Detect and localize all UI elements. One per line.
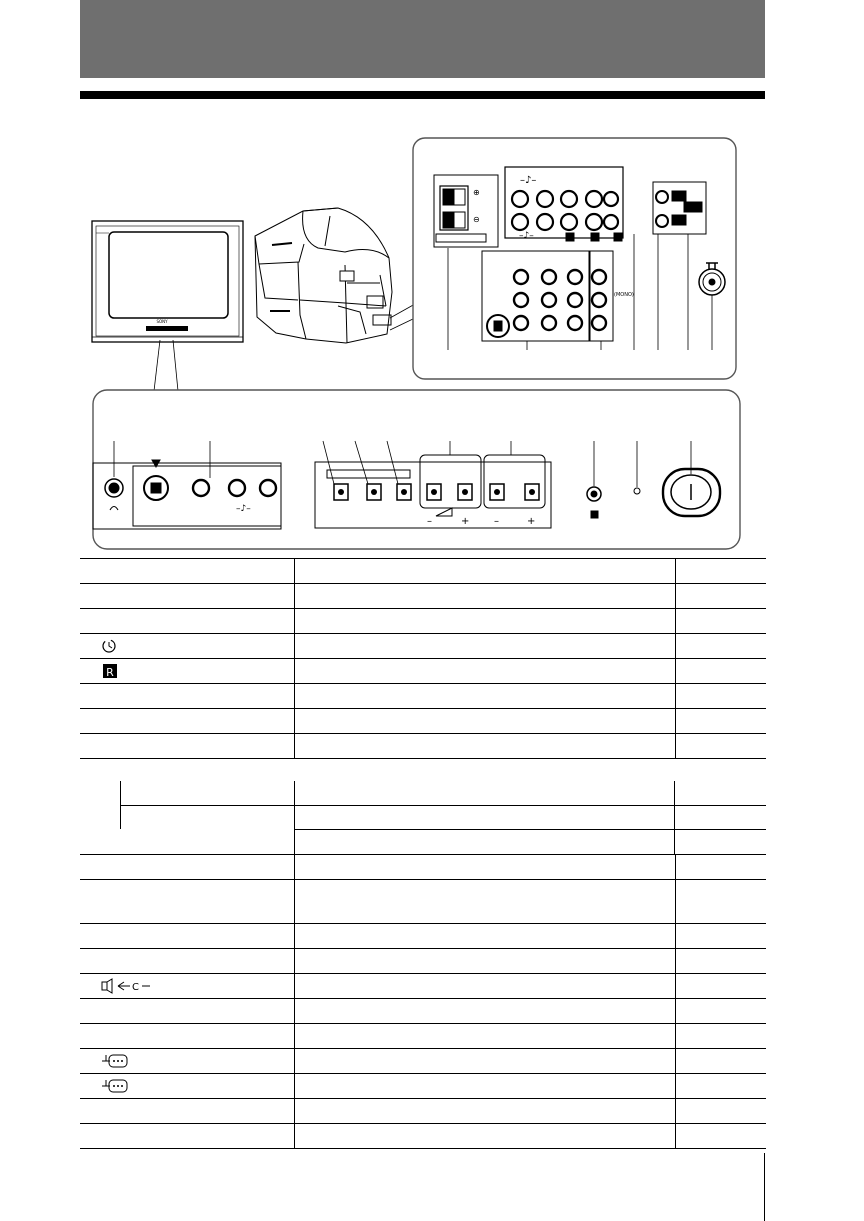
volume-minus-label: – [427,516,432,527]
table-row [80,659,766,684]
table-row [80,855,766,880]
table-row [80,1074,766,1099]
table-row [80,1049,766,1074]
table-row [80,1024,766,1049]
table-row-group [80,759,766,855]
r-icon [100,663,118,679]
volume-plus-label: + [461,516,470,527]
mono-label: (MONO) [614,292,634,298]
speaker-minus-label: ⊖ [473,215,480,224]
table-row [80,1124,766,1149]
svg-text:C: C [132,982,139,993]
timer-icon [100,638,118,654]
rear-panel-callout [413,138,736,379]
page-edge-line [764,1153,765,1221]
table-row [80,974,766,999]
tv-diagram [0,0,864,560]
program-plus-label: + [527,516,536,527]
program-minus-label: – [494,516,499,527]
table-row [80,609,766,634]
scart-icon [100,1078,130,1094]
table-row [80,1099,766,1124]
table-row [80,924,766,949]
table-row [80,634,766,659]
table-row [80,880,766,924]
tv-front-view [92,221,243,342]
table-row [80,709,766,734]
front-audio-label: –♪– [236,504,251,514]
table-row [80,584,766,609]
speaker-plus-label: ⊕ [473,188,480,197]
audio-bottom-label: –♪– [519,231,534,241]
scart-icon [100,1053,130,1069]
parts-table [80,558,766,1149]
audio-top-label: –♪– [520,175,537,186]
table-row [80,684,766,709]
table-row [80,999,766,1024]
table-row [80,949,766,974]
table-row [80,559,766,584]
front-panel-callout [93,390,740,549]
brand-logo-text: SONY [156,319,168,324]
svg-text:R: R [106,666,114,679]
tv-rear-view [255,208,392,343]
table-row [80,734,766,759]
speaker-c-icon [100,978,160,994]
